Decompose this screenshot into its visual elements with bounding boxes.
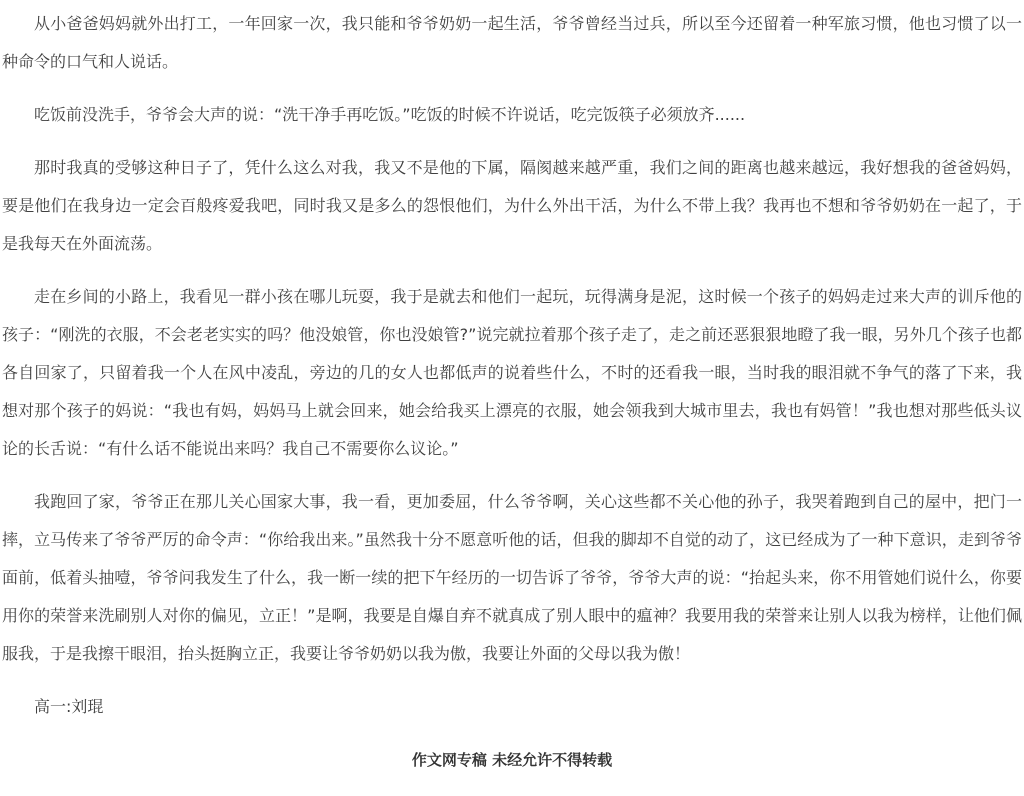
author-line: 高一:刘琨 [34, 697, 104, 716]
essay-paragraph: 我跑回了家，爷爷正在那儿关心国家大事，我一看，更加委屈，什么爷爷啊，关心这些都不关心他的孙子，我哭着跑到自己的屋中，把门一摔，立马传来了爷爷严厉的命令声：“你给我出来。”虽然我十分不愿意听他的话，但我的脚却不自觉的动了，这已经成为了一种下意识，走到爷爷面前，低着头抽噎，爷爷问我发生了什么，我一断一续的把下午经历的一切告诉了爷爷，爷爷大声的说：“抬起头来，你不用管她们说什么，你要用你的荣誉来洗刷别人对你的偏见，立正！”是啊，我要是自爆自弃不就真成了别人眼中的瘟神？我要用我的荣誉来让别人以我为榜样，让他们佩服我，于是我擦干眼泪，抬头挺胸立正，我要让爷爷奶奶以我为傲，我要让外面的父母以我为傲！ [2, 492, 1022, 663]
essay-paragraph: 从小爸爸妈妈就外出打工，一年回家一次，我只能和爷爷奶奶一起生活，爷爷曾经当过兵，所以至今还留着一种军旅习惯，他也习惯了以一种命令的口气和人说话。 [2, 14, 1022, 71]
essay-paragraph: 吃饭前没洗手，爷爷会大声的说：“洗干净手再吃饭。”吃饭的时候不许说话，吃完饭筷子必须放齐...... [34, 105, 746, 124]
essay-paragraph: 走在乡间的小路上，我看见一群小孩在哪儿玩耍，我于是就去和他们一起玩，玩得满身是泥，这时候一个孩子的妈妈走过来大声的训斥他的孩子：“刚洗的衣服，不会老老实实的吗？他没娘管，你也没娘管?”说完就拉着那个孩子走了，走之前还恶狠狠地瞪了我一眼，另外几个孩子也都各自回家了，只留着我一个人在风中凌乱，旁边的几的女人也都低声的说着些什么，不时的还看我一眼，当时我的眼泪就不争气的落了下来，我想对那个孩子的妈说：“我也有妈，妈妈马上就会回来，她会给我买上漂亮的衣服，她会领我到大城市里去，我也有妈管！”我也想对那些低头议论的长舌说：“有什么话不能说出来吗？我自己不需要你么议论。” [2, 287, 1022, 458]
copyright-notice: 作文网专稿 未经允许不得转载 [411, 751, 613, 769]
essay-paragraph: 那时我真的受够这种日子了，凭什么这么对我，我又不是他的下属，隔阂越来越严重，我们之间的距离也越来越远，我好想我的爸爸妈妈，要是他们在我身边一定会百般疼爱我吧，同时我又是多么的怨恨他们，为什么外出干活，为什么不带上我？我再也不想和爷爷奶奶在一起了，于是我每天在外面流荡。 [2, 158, 1022, 253]
